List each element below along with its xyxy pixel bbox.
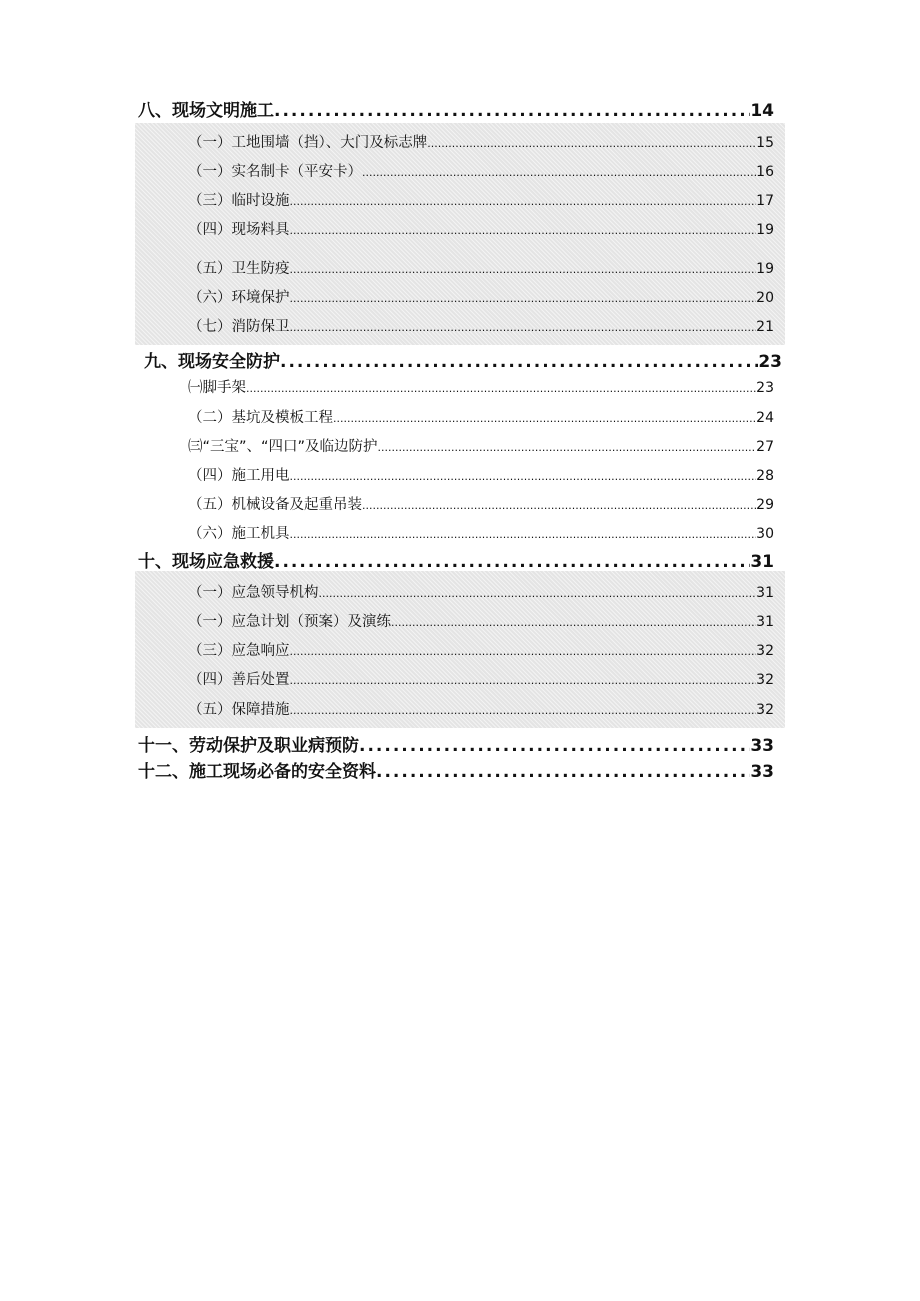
toc-item-title: （七）消防保卫 [188, 319, 290, 335]
toc-page-number: 33 [750, 762, 774, 782]
toc-page-number: 19 [756, 222, 774, 238]
toc-leader [290, 645, 757, 658]
toc-item[interactable] [188, 218, 774, 238]
toc-leader [359, 736, 750, 756]
toc-page-number: 30 [756, 526, 774, 542]
toc-item[interactable] [188, 522, 774, 542]
toc-leader [290, 263, 757, 276]
toc-leader [362, 166, 756, 179]
toc-item[interactable] [188, 189, 774, 209]
toc-leader [290, 704, 757, 717]
toc-leader [290, 195, 757, 208]
toc-leader [274, 552, 750, 572]
toc-item-title: （一）实名制卡（平安卡） [188, 164, 362, 180]
toc-page-number: 15 [756, 135, 774, 151]
toc-item[interactable] [188, 610, 774, 630]
toc-leader [290, 224, 757, 237]
toc-item-title: （二）基坑及模板工程 [188, 410, 333, 426]
toc-page-number: 19 [756, 261, 774, 277]
toc-item[interactable] [188, 639, 774, 659]
toc-heading-10[interactable] [138, 547, 774, 571]
toc-item[interactable] [188, 493, 774, 513]
toc-item[interactable] [188, 581, 774, 601]
toc-leader [378, 441, 757, 454]
toc-page-number: 20 [756, 290, 774, 306]
toc-leader [427, 137, 756, 150]
toc-item-title: （四）现场料具 [188, 222, 290, 238]
toc-leader [290, 470, 757, 483]
toc-item-title: （三）临时设施 [188, 193, 290, 209]
toc-item-title: （五）机械设备及起重吊装 [188, 497, 362, 513]
toc-page-number: 31 [756, 585, 774, 601]
toc-leader [362, 499, 756, 512]
toc-page-number: 17 [756, 193, 774, 209]
toc-item-title: （六）环境保护 [188, 290, 290, 306]
toc-item-title: ㈠脚手架 [188, 380, 246, 396]
toc-leader [290, 674, 757, 687]
toc-page-number: 32 [756, 672, 774, 688]
toc-item-title: （四）善后处置 [188, 672, 290, 688]
toc-item[interactable] [188, 131, 774, 151]
toc-page-number: 32 [756, 702, 774, 718]
toc-item[interactable] [188, 464, 774, 484]
toc-item[interactable] [188, 376, 774, 396]
toc-page-number: 29 [756, 497, 774, 513]
toc-page-number: 24 [756, 410, 774, 426]
toc-page-number: 23 [756, 380, 774, 396]
toc-heading-title: 十、现场应急救援 [138, 552, 274, 572]
toc-leader [391, 616, 756, 629]
toc-page-number: 31 [756, 614, 774, 630]
toc-heading-11[interactable] [138, 731, 774, 755]
toc-leader [290, 292, 757, 305]
toc-page-number: 31 [750, 552, 774, 572]
toc-heading-12[interactable] [138, 757, 774, 781]
toc-heading-8[interactable] [138, 96, 774, 120]
toc-item[interactable] [188, 315, 774, 335]
toc-leader [319, 587, 757, 600]
toc-page-number: 32 [756, 643, 774, 659]
toc-item-title: （一）应急计划（预案）及演练 [188, 614, 391, 630]
toc-item-title: （四）施工用电 [188, 468, 290, 484]
toc-leader [280, 352, 758, 372]
toc-heading-title: 八、现场文明施工 [138, 101, 274, 121]
toc-item[interactable] [188, 257, 774, 277]
toc-page-number: 33 [750, 736, 774, 756]
toc-item-title: （五）保障措施 [188, 702, 290, 718]
toc-item-title: （五）卫生防疫 [188, 261, 290, 277]
toc-item-title: （三）应急响应 [188, 643, 290, 659]
toc-page-number: 23 [758, 352, 782, 372]
toc-page-number: 14 [750, 101, 774, 121]
toc-page-number: 16 [756, 164, 774, 180]
toc-item-title: （一）应急领导机构 [188, 585, 319, 601]
toc-page-number: 27 [756, 439, 774, 455]
toc-item[interactable] [188, 406, 774, 426]
toc-page-number: 28 [756, 468, 774, 484]
toc-leader [376, 762, 750, 782]
toc-item[interactable] [188, 668, 774, 688]
toc-item[interactable] [188, 435, 774, 455]
toc-heading-title: 十二、施工现场必备的安全资料 [138, 762, 376, 782]
toc-item[interactable] [188, 698, 774, 718]
toc-item[interactable] [188, 286, 774, 306]
toc-leader [246, 382, 756, 395]
toc-leader [274, 101, 750, 121]
toc-item-title: （六）施工机具 [188, 526, 290, 542]
toc-leader [290, 528, 757, 541]
toc-heading-9[interactable] [144, 347, 782, 371]
toc-item[interactable] [188, 160, 774, 180]
toc-leader [333, 412, 756, 425]
toc-leader [290, 321, 757, 334]
toc-item-title: ㈢“三宝”、“四口”及临边防护 [188, 439, 378, 455]
toc-heading-title: 十一、劳动保护及职业病预防 [138, 736, 359, 756]
toc-page-number: 21 [756, 319, 774, 335]
toc-item-title: （一）工地围墙（挡）、大门及标志牌 [188, 135, 428, 151]
toc-heading-title: 九、现场安全防护 [144, 352, 280, 372]
